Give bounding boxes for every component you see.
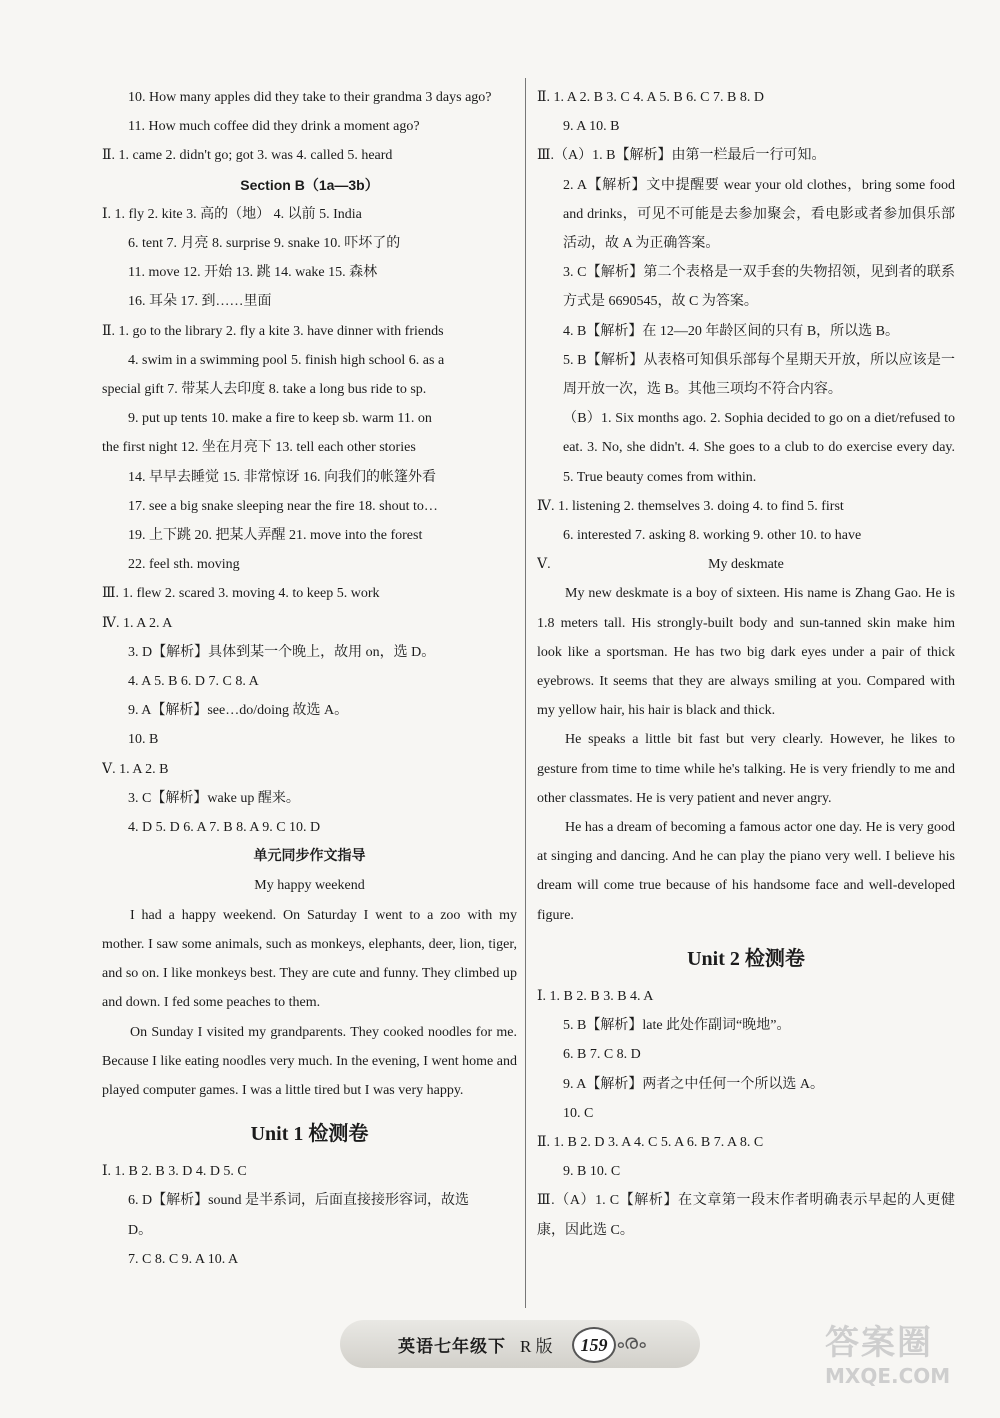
answer-line: 10. B: [128, 732, 159, 748]
answer-line: 6. interested 7. asking 8. working 9. other 10. to have: [563, 528, 862, 544]
essay-paragraph: I had a happy weekend. On Saturday I went to a zoo with my mother. I saw some animals, such as monkeys, elephants, deer, lion, tiger, and so on. I like monkeys best. They are cute and funny. They climbed up and down. I fed some peaches to them.: [102, 907, 517, 1011]
answer-line: Ⅱ. 1. A 2. B 3. C 4. A 5. B 6. C 7. B 8. D: [537, 90, 764, 105]
essay-title: My happy weekend: [254, 878, 365, 894]
explanation-paragraph: 3. C【解析】第二个表格是一双手套的失物招领，见到者的联系方式是 6690545，故 C 为答案。: [563, 265, 955, 310]
explanation-paragraph: 5. B【解析】从表格可知俱乐部每个星期天开放，所以应该是一周开放一次，选 B。其他三项均不符合内容。: [563, 352, 955, 398]
explanation-paragraph: 2. A【解析】文中提醒要 wear your old clothes，bring some food and drinks，可见不可能是去参加聚会，看电影或者参加俱乐部活动，故 A 为正确答案。: [563, 177, 955, 252]
left-column: [102, 83, 517, 1274]
answer-line: 4. A 5. B 6. D 7. C 8. A: [128, 674, 259, 690]
essay-title: My deskmate: [708, 557, 784, 573]
essay-heading-row: [537, 550, 955, 579]
explanation-paragraph: Ⅲ.（A）1. C【解析】在文章第一段末作者明确表示早起的人更健康，因此选 C。: [537, 1193, 955, 1238]
answer-line: 9. A【解析】两者之中任何一个所以选 A。: [563, 1076, 824, 1092]
answer-line: Ⅲ.（A）1. B【解析】由第一栏最后一行可知。: [537, 148, 826, 164]
answer-line: 6. B 7. C 8. D: [563, 1047, 641, 1063]
answer-line: special gift 7. 带某人去印度 8. take a long bus ride to sp.: [102, 382, 427, 398]
answer-line: 9. put up tents 10. make a fire to keep sb. warm 11. on: [128, 411, 432, 427]
swirl-ornament-icon: ൟ: [616, 1332, 646, 1354]
answer-line: 4. D 5. D 6. A 7. B 8. A 9. C 10. D: [128, 820, 321, 836]
watermark-logo: 答案圈: [825, 1323, 933, 1363]
answer-line: 3. C【解析】wake up 醒来。: [128, 790, 300, 806]
unit-title: Unit 1 检测卷: [250, 1123, 369, 1146]
answer-line: Ⅱ. 1. go to the library 2. fly a kite 3. have dinner with friends: [102, 323, 444, 339]
explanation-paragraph: 4. B【解析】在 12—20 年龄区间的只有 B，所以选 B。: [563, 323, 900, 339]
section-number: Ⅴ.: [537, 557, 551, 573]
answer-line: 11. move 12. 开始 13. 跳 14. wake 15. 森林: [128, 265, 378, 281]
column-divider: [525, 78, 526, 1308]
answer-line: the first night 12. 坐在月亮下 13. tell each other stories: [102, 440, 416, 456]
answer-paragraph: （B）1. Six months ago. 2. Sophia decided to go on a diet/refused to eat. 3. No, she didn't. 4. She goes to a club to do exercise every day. 5. True beauty comes from within.: [563, 411, 955, 485]
composition-guide-heading: 单元同步作文指导: [253, 849, 366, 865]
answer-line: Ⅱ. 1. came 2. didn't go; got 3. was 4. called 5. heard: [102, 148, 393, 164]
answer-line: Ⅰ. 1. fly 2. kite 3. 高的（地） 4. 以前 5. India: [102, 206, 362, 222]
answer-line: Ⅴ. 1. A 2. B: [102, 761, 169, 777]
answer-line: 9. A 10. B: [563, 119, 620, 135]
essay-paragraph: He has a dream of becoming a famous actor one day. He is very good at singing and dancing. And he can play the piano very well. I believe his dream will come true because of his handsome face and well-developed figure.: [537, 820, 955, 923]
answer-line: D。: [128, 1222, 153, 1238]
answer-line: 16. 耳朵 17. 到……里面: [128, 294, 272, 310]
answer-line: 5. B【解析】late 此处作副词“晚地”。: [563, 1018, 791, 1034]
answer-line: 11. How much coffee did they drink a moment ago?: [128, 119, 420, 135]
answer-line: 17. see a big snake sleeping near the fire 18. shout to…: [128, 498, 438, 514]
answer-line: Ⅰ. 1. B 2. B 3. B 4. A: [537, 988, 654, 1004]
essay-paragraph: On Sunday I visited my grandparents. They cooked noodles for me. Because I like eating noodles very much. In the evening, I went home and played computer games. I was a little tired but I was very happy.: [102, 1024, 517, 1098]
answer-line: 10. C: [563, 1105, 594, 1121]
answer-line: 9. B 10. C: [563, 1164, 621, 1180]
answer-line: 19. 上下跳 20. 把某人弄醒 21. move into the forest: [128, 528, 423, 544]
answer-line: Ⅲ. 1. flew 2. scared 3. moving 4. to keep 5. work: [102, 586, 380, 602]
essay-paragraph: He speaks a little bit fast but very clearly. However, he likes to gesture from time to time while he's talking. He is very friendly to me and other classmates. He is very patient and never angry.: [537, 732, 955, 806]
answer-line: 3. D【解析】具体到某一个晚上，故用 on，选 D。: [128, 644, 436, 660]
answer-line: 9. A【解析】see…do/doing 故选 A。: [128, 703, 349, 719]
unit-title: Unit 2 检测卷: [687, 947, 805, 970]
section-heading: Section B（1a—3b）: [240, 176, 379, 193]
answer-line: Ⅳ. 1. listening 2. themselves 3. doing 4. to find 5. first: [537, 498, 844, 514]
page-number: 159: [572, 1327, 616, 1363]
book-title: 英语七年级下: [398, 1337, 506, 1357]
answer-line: 14. 早早去睡觉 15. 非常惊讶 16. 向我们的帐篷外看: [128, 469, 436, 485]
answer-line: 6. tent 7. 月亮 8. surprise 9. snake 10. 吓坏了的: [128, 236, 401, 252]
answer-line: Ⅳ. 1. A 2. A: [102, 615, 173, 631]
answer-line: 4. swim in a swimming pool 5. finish high school 6. as a: [128, 352, 445, 368]
answer-line: Ⅱ. 1. B 2. D 3. A 4. C 5. A 6. B 7. A 8. C: [537, 1134, 764, 1150]
essay-paragraph: My new deskmate is a boy of sixteen. His name is Zhang Gao. He is 1.8 meters tall. His strongly-built body and sun-tanned skin make him look like a sportsman. He has two big dark eyes under a pair of thick eyebrows. It seems that they are always smiling at you. Compared with my yellow hair, his hair is black and thick.: [537, 586, 955, 719]
answer-line: 10. How many apples did they take to their grandma 3 days ago?: [128, 90, 492, 105]
page-footer: [340, 1320, 700, 1368]
answer-line: 6. D【解析】sound 是半系词，后面直接接形容词，故选: [128, 1193, 470, 1209]
site-watermark: [825, 1315, 980, 1395]
edition-label: R 版: [520, 1337, 553, 1356]
answer-line: 22. feel sth. moving: [128, 557, 240, 573]
watermark-url: MXQE.COM: [825, 1364, 951, 1388]
right-column: [537, 83, 955, 1245]
answer-line: Ⅰ. 1. B 2. B 3. D 4. D 5. C: [102, 1164, 247, 1180]
answer-line: 7. C 8. C 9. A 10. A: [128, 1251, 239, 1267]
